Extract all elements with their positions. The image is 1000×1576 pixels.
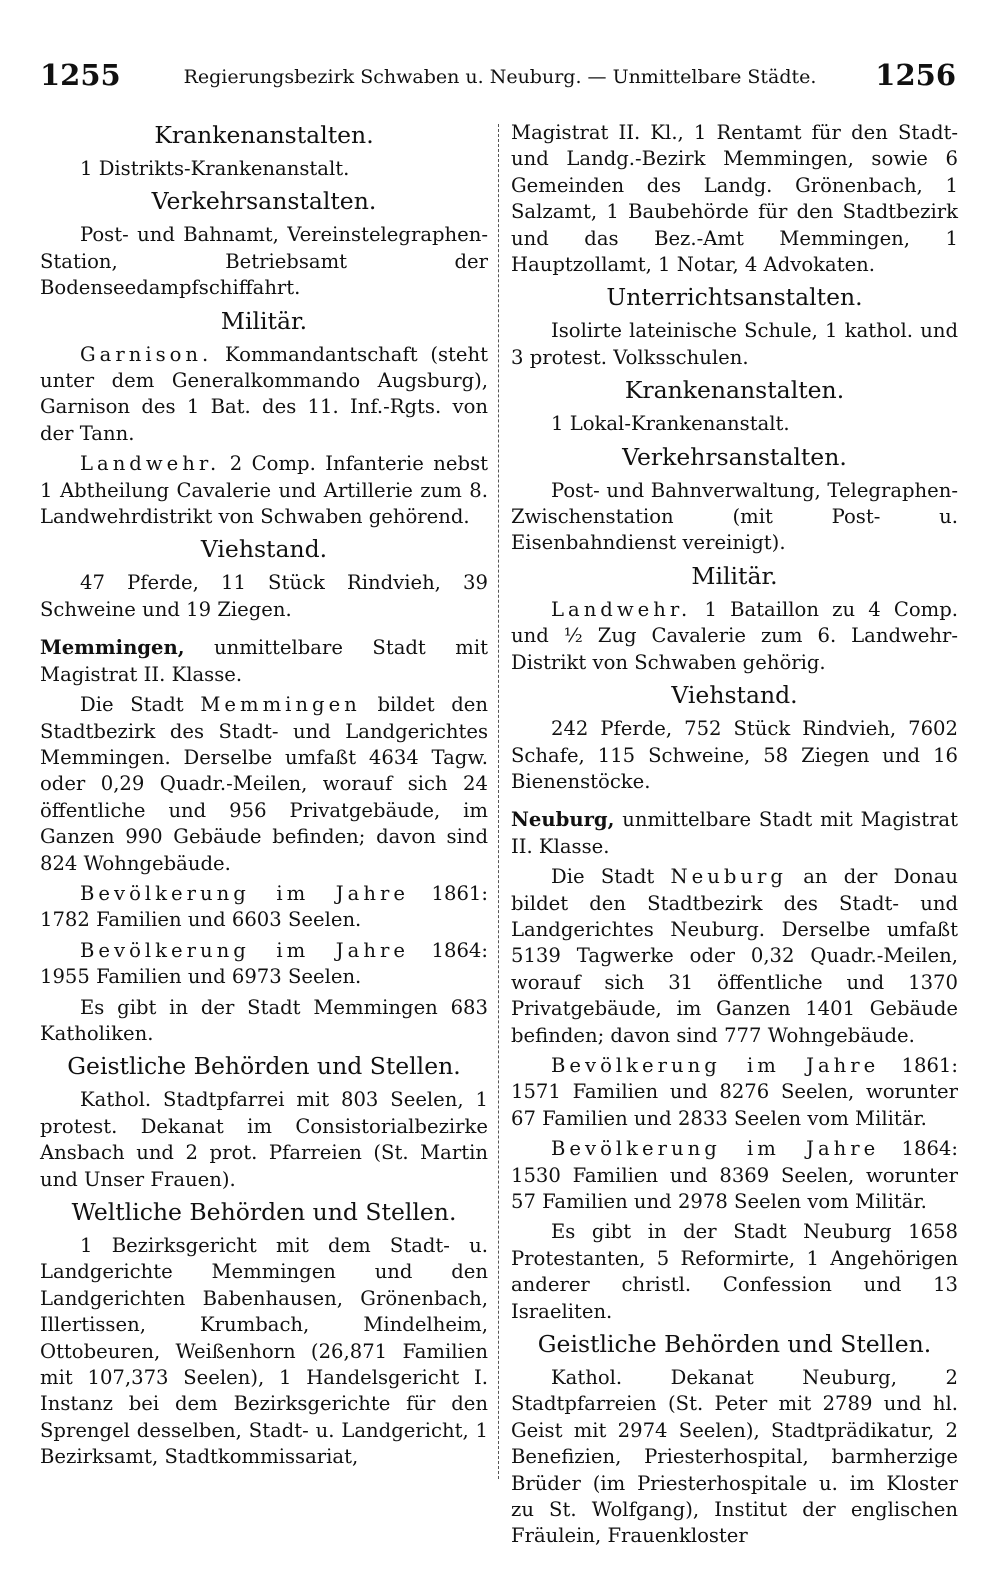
paragraph-landwehr <box>40 451 488 530</box>
paragraph-geistliche: Kathol. Stadtpfarrei mit 803 Seelen, 1 protest. Dekanat im Consistorialbezirke Ansbach und 2 prot. Pfarreien (St. Martin und Unser Frauen). <box>40 1088 488 1191</box>
paragraph-garnison <box>40 342 488 448</box>
stadt-lead: Die Stadt <box>80 693 184 717</box>
stadt-text: bildet den Stadtbezirk des Stadt- und Landgerichtes Memmingen. Derselbe umfaßt 4634 Tagw. oder 0,29 Quadr.-Meilen, worauf sich 24 öffentliche und 956 Privatgebäude, im Ganzen 990 Gebäude befinden; davon sind 824 Wohngebäude. <box>40 693 489 875</box>
landwehr-text: 2 Comp. Infanterie nebst 1 Abtheilung Cavalerie und Artillerie zum 8. Landwehrdistrikt von Schwaben gehörend. <box>40 452 488 529</box>
city-name: Neuburg, <box>511 808 615 832</box>
running-header <box>0 58 1000 98</box>
paragraph-krankenanstalten: 1 Lokal-Krankenanstalt. <box>551 412 790 436</box>
heading-unterrichtsanstalten: Unterrichtsanstalten. <box>606 283 863 312</box>
city-intro: unmittelbare Stadt mit Magistrat II. Klasse. <box>40 636 488 686</box>
heading-militaer: Militär. <box>691 561 778 590</box>
heading-weltliche-behoerden: Weltliche Behörden und Stellen. <box>71 1198 457 1226</box>
paragraph-verkehrsanstalten: Post- und Bahnamt, Vereinstelegraphen-Station, Betriebsamt der Bodenseedampfschiffahrt. <box>40 223 488 300</box>
city-intro: unmittelbare Stadt mit Magistrat II. Klasse. <box>511 808 958 858</box>
garnison-label: Garnison. <box>80 342 213 366</box>
paragraph-bevoelkerung-1864 <box>40 938 488 991</box>
bevoelkerung-label: Bevölkerung im Jahre <box>551 1053 880 1077</box>
city-entry-memmingen <box>40 635 488 688</box>
paragraph-bevoelkerung-1864 <box>511 1136 958 1215</box>
paragraph-viehstand: 47 Pferde, 11 Stück Rindvieh, 39 Schweine und 19 Ziegen. <box>40 571 488 621</box>
paragraph-stadt <box>511 864 958 1049</box>
city-name: Memmingen, <box>40 636 185 660</box>
paragraph-bevoelkerung-1861 <box>511 1053 958 1132</box>
heading-militaer: Militär. <box>220 306 308 335</box>
heading-krankenanstalten: Krankenanstalten. <box>154 121 374 149</box>
stadt-name: Neuburg <box>670 865 787 889</box>
stadt-text: an der Donau bildet den Stadtbezirk des Stadt- und Landgerichtes Neuburg. Derselbe umfaßt 5139 Tagwerke oder 0,32 Quadr.-Meilen, worauf sich 31 öffentliche und 1370 Privatgebäude, im Ganzen 1401 Gebäude befinden; davon sind 777 Wohngebäude. <box>511 865 958 1047</box>
paragraph-geistliche: Kathol. Dekanat Neuburg, 2 Stadtpfarreien (St. Peter mit 2789 und hl. Geist mit 2974 Seelen), Stadtprädikatur, 2 Benefizien, Priesterhospital, barmherzige Brüder (im Priesterhospitale u. im Kloster zu St. Wolfgang), Institut der englischen Fräulein, Frauenkloster <box>511 1366 958 1548</box>
heading-krankenanstalten: Krankenanstalten. <box>624 376 845 405</box>
landwehr-text: 1 Bataillon zu 4 Comp. und ½ Zug Cavalerie zum 6. Landwehr-Distrikt von Schwaben gehörig. <box>511 597 958 674</box>
left-column <box>40 120 488 1475</box>
stadt-lead: Die Stadt <box>551 865 655 889</box>
paragraph-konfession: Es gibt in der Stadt Neuburg 1658 Protestanten, 5 Reformirte, 1 Angehörigen anderer christl. Confession und 13 Israeliten. <box>511 1220 958 1323</box>
landwehr-label: Landwehr. <box>551 597 692 621</box>
paragraph-verkehrsanstalten: Post- und Bahnverwaltung, Telegraphen-Zwischenstation (mit Post- u. Eisenbahndienst vereinigt). <box>511 478 958 555</box>
column-divider <box>498 124 499 1479</box>
heading-geistliche-behoerden: Geistliche Behörden und Stellen. <box>537 1330 932 1359</box>
stadt-name: Memmingen <box>200 693 361 717</box>
paragraph-stadt <box>40 692 488 877</box>
right-column <box>511 120 958 1554</box>
bevoelkerung-label: Bevölkerung im Jahre <box>80 881 409 905</box>
heading-viehstand: Viehstand. <box>671 681 798 710</box>
page-number-right: 1256 <box>875 58 956 92</box>
paragraph-viehstand: 242 Pferde, 752 Stück Rindvieh, 7602 Schafe, 115 Schweine, 58 Ziegen und 16 Bienenstöcke. <box>511 717 958 793</box>
paragraph-katholiken: Es gibt in der Stadt Memmingen 683 Katholiken. <box>40 995 488 1045</box>
page-number-left: 1255 <box>40 58 121 92</box>
heading-verkehrsanstalten: Verkehrsanstalten. <box>151 187 377 216</box>
bevoelkerung-1864: 1864: 1530 Familien und 8369 Seelen, worunter 57 Familien und 2978 Seelen vom Militär. <box>511 1137 958 1213</box>
bevoelkerung-label: Bevölkerung im Jahre <box>551 1137 880 1161</box>
paragraph-landwehr <box>511 597 958 676</box>
landwehr-label: Landwehr. <box>80 452 221 476</box>
bevoelkerung-1861: 1861: 1571 Familien und 8276 Seelen, worunter 67 Familien und 2833 Seelen vom Militär. <box>511 1053 958 1130</box>
running-title: Regierungsbezirk Schwaben u. Neuburg. — Unmittelbare Städte. <box>183 66 817 88</box>
garnison-text: Kommandantschaft (steht unter dem Generalkommando Augsburg), Garnison des 1 Bat. des 11. Inf.-Rgts. von der Tann. <box>40 342 488 445</box>
paragraph-continuation: Magistrat II. Kl., 1 Rentamt für den Stadt- und Landg.-Bezirk Memmingen, sowie 6 Gemeinden des Landg. Grönenbach, 1 Salzamt, 1 Baubehörde für den Stadtbezirk und das Bez.-Amt Memmingen, 1 Hauptzollamt, 1 Notar, 4 Advokaten. <box>511 121 958 277</box>
city-entry-neuburg <box>511 807 958 860</box>
heading-geistliche-behoerden: Geistliche Behörden und Stellen. <box>67 1052 461 1081</box>
bevoelkerung-1864: 1864: 1955 Familien und 6973 Seelen. <box>40 938 488 989</box>
heading-verkehrsanstalten: Verkehrsanstalten. <box>622 442 847 471</box>
paragraph-bevoelkerung-1861 <box>40 881 488 934</box>
bevoelkerung-label: Bevölkerung im Jahre <box>80 938 409 962</box>
bevoelkerung-1861: 1861: 1782 Familien und 6603 Seelen. <box>40 881 488 932</box>
paragraph-weltliche: 1 Bezirksgericht mit dem Stadt- u. Landgerichte Memmingen und den Landgerichten Babenhausen, Grönenbach, Illertissen, Krumbach, Mindelheim, Ottobeuren, Weißenhorn (26,871 Familien mit 107,373 Seelen), 1 Handelsgericht I. Instanz bei dem Bezirksgerichte für den Sprengel desselben, Stadt- u. Landgericht, 1 Bezirksamt, Stadtkommissariat, <box>40 1234 488 1469</box>
heading-viehstand: Viehstand. <box>200 535 328 564</box>
paragraph-unterricht: Isolirte lateinische Schule, 1 kathol. und 3 protest. Volksschulen. <box>511 319 958 369</box>
paragraph-krankenanstalten: 1 Distrikts-Krankenanstalt. <box>80 157 350 180</box>
